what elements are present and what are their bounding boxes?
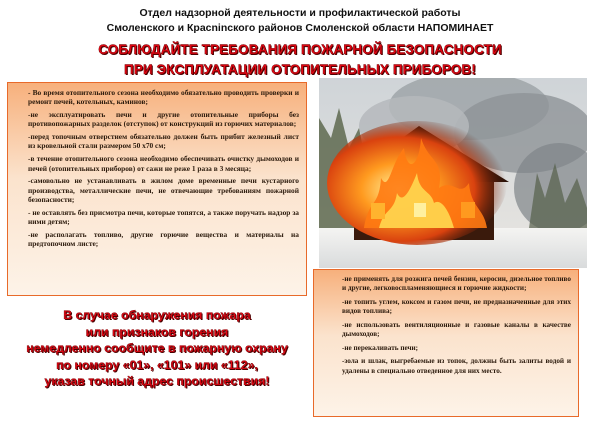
rule-item: -не перекаливать печи; — [342, 343, 419, 352]
alert-line-5: указав точный адрес происшествия! — [44, 374, 270, 389]
header — [0, 6, 600, 36]
burning-house-photo — [319, 78, 587, 268]
emergency-call-notice — [10, 307, 304, 390]
rule-item: -не располагать топливо, другие горючие вещества и материалы на предтопочном листе; — [28, 229, 299, 249]
rule-item: -в течение отопительного сезона необходимо обеспечивать очистку дымоходов и печей (отопительных приборов) от сажи не реже 1 раза в 3 месяца; — [28, 154, 299, 173]
alert-line-2: или признаков горения — [85, 324, 229, 339]
rules-box-right — [313, 269, 579, 417]
burning-house-image — [319, 78, 587, 268]
rule-item: - Во время отопительного сезона необходимо обязательно проводить проверки и ремонт печей, котельных, каминов; — [28, 88, 299, 107]
rules-box-left — [7, 82, 307, 296]
district-text: Смоленского и Красninского районов Смоленской области — [106, 22, 418, 34]
rule-item: -не эксплуатировать печи и другие отопительные приборы без противопожарных разделок (отступок) от конструкций из горючих материалов; — [28, 110, 299, 129]
alert-line-1: В случае обнаружения пожара — [63, 308, 251, 322]
alert-line-3: немедленно сообщите в пожарную охрану — [26, 341, 288, 356]
page-title — [0, 40, 600, 80]
department-line: Отдел надзорной деятельности и профилактической работы — [139, 7, 461, 19]
rule-item: -перед топочным отверстием обязательно должен быть прибит железный лист из кровельной стали размером 50 х70 см; — [28, 132, 299, 151]
alert-line-4: по номеру «01», «101» или «112», — [56, 357, 258, 372]
rule-item: -зола и шлак, выгребаемые из топок, должны быть залиты водой и удалены в специально отведенное для них место. — [342, 357, 571, 375]
rule-item: - не оставлять без присмотра печи, которые топятся, а также поручать надзор за ними детям; — [28, 207, 299, 227]
title-line-2: ПРИ ЭКСПЛУАТАЦИИ ОТОПИТЕЛЬНЫХ ПРИБОРОВ! — [124, 62, 476, 77]
reminds-word: НАПОМИНАЕТ — [417, 22, 494, 34]
district-line — [0, 21, 600, 36]
rule-item: -самовольно не устанавливать в жилом доме временные печи кустарного производства, металлические печи, не отвечающие требованиям пожарной безопасности; — [28, 176, 299, 204]
rule-item: -не применять для розжига печей бензин, керосин, дизельное топливо и другие, легковоспламеняющиеся и горючие жидкости; — [342, 275, 571, 293]
rule-item: -не топить углем, коксом и газом печи, не предназначенные для этих видов топлива; — [342, 297, 571, 316]
title-line-1: СОБЛЮДАЙТЕ ТРЕБОВАНИЯ ПОЖАРНОЙ БЕЗОПАСНОСТИ — [98, 42, 502, 57]
rule-item: -не использовать вентиляционные и газовые каналы в качестве дымоходов; — [342, 320, 571, 339]
